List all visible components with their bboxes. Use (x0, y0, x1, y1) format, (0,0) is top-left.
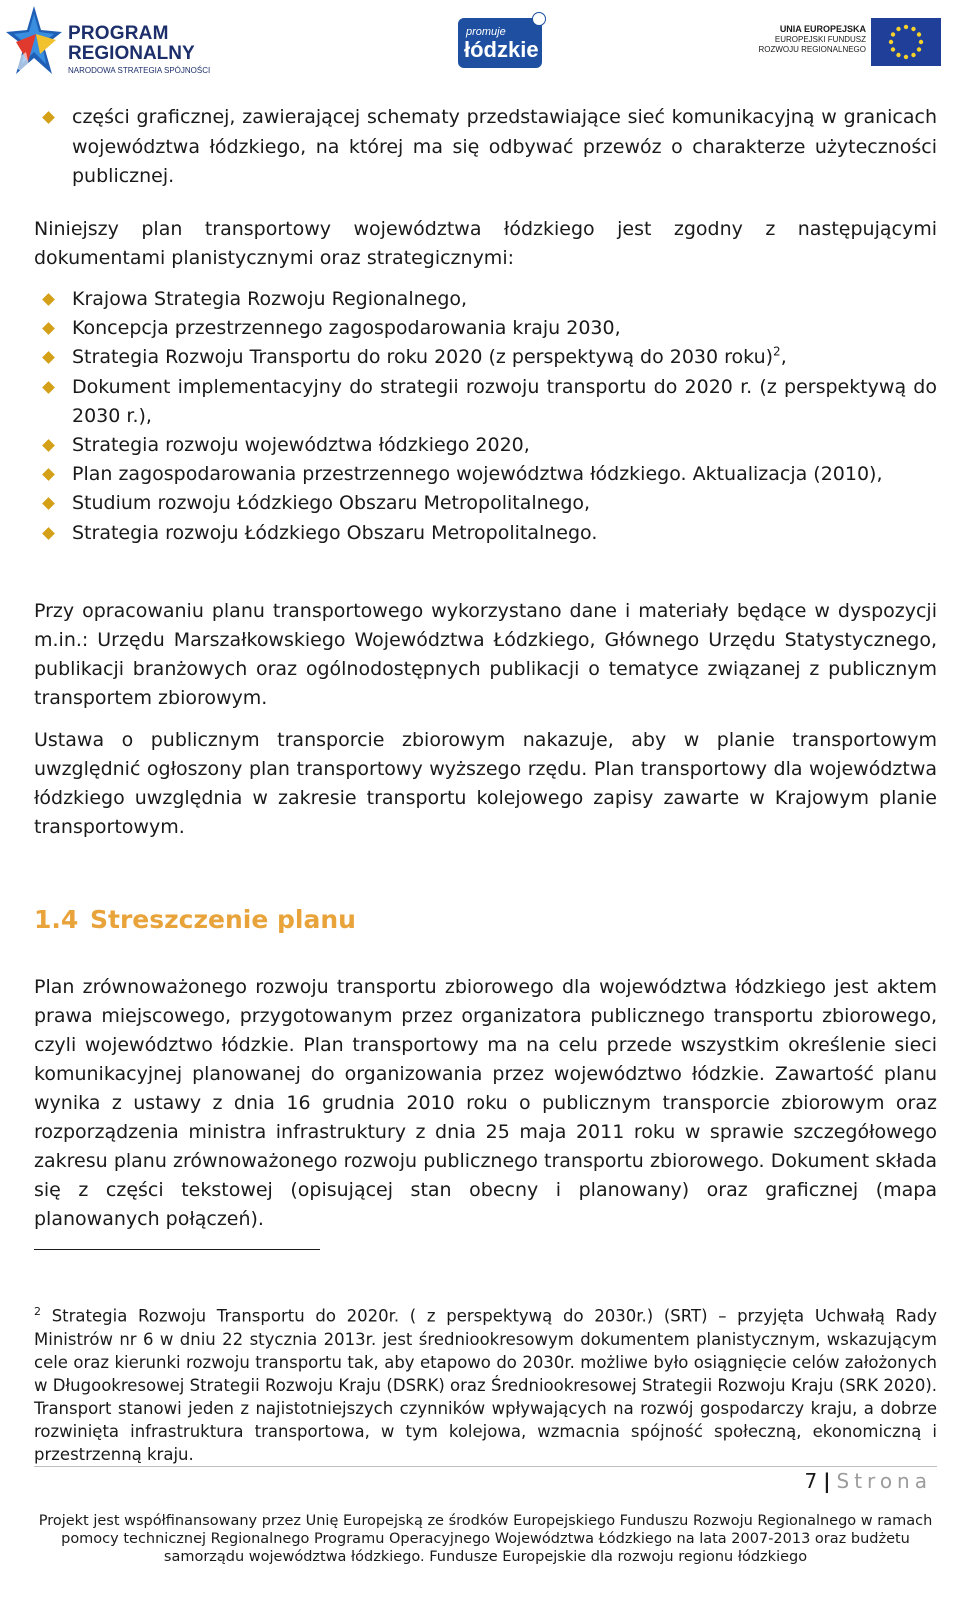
summary-paragraph: Plan zrównoważonego rozwoju transportu zbiorowego dla województwa łódzkiego jest aktem prawa miejscowego, przygotowanym przez organizatora publicznego transportu zbiorowego, czyli województwo łódzkie. Plan transportowy ma na celu przede wszystkim określenie sieci komunikacyjnej planowanej do organizowania przez województwo łódzkie. Zawartość planu wynika z ustawy z dnia 16 grudnia 2010 roku o publicznym transporcie zbiorowym oraz rozporządzenia ministra infrastruktury z dnia 25 maja 2011 roku w sprawie szczegółowego zakresu planu zrównoważonego rozwoju publicznego transportu zbiorowego. Dokument składa się z części tekstowej (opisującej stan obecny i planowany) oraz graficznej (mapa planowanych połączeń). (34, 976, 937, 1230)
section-number: 1.4 (34, 905, 79, 934)
eu-logo-line2: EUROPEJSKI FUNDUSZ (774, 35, 866, 44)
list-item-text: Strategia Rozwoju Transportu do roku 2020 (z perspektywą do 2030 roku) (72, 346, 774, 369)
star-logo-icon (6, 4, 62, 80)
list-item-text: Koncepcja przestrzennego zagospodarowania kraju 2030, (72, 317, 621, 340)
intro-block (34, 215, 937, 273)
list-item (72, 103, 937, 192)
eu-logo (758, 18, 952, 70)
page-number (804, 1467, 932, 1495)
footnote (34, 1300, 937, 1466)
documents-list (72, 285, 937, 548)
registered-mark-icon (532, 12, 546, 26)
bullet-icon (42, 381, 55, 394)
funding-footer-note: Projekt jest współfinansowany przez Unię Europejską ze środków Europejskiego Funduszu Rozwoju Regionalnego w ramach pomocy technicznej Regionalnego Programu Operacyjnego Województwa Łódzkiego na lata 2007-2013 oraz budżetu samorządu województwa łódzkiego. Fundusze Europejskie dla rozwoju regionu łódzkiego (38, 1513, 933, 1565)
intro-paragraph: Niniejszy plan transportowy województwa łódzkiego jest zgodny z następującymi dokumentami planistycznymi oraz strategicznymi: (34, 218, 937, 269)
section-title: Streszczenie planu (90, 905, 356, 934)
bullet-icon (42, 293, 55, 306)
list-item (72, 519, 937, 548)
program-logo-line1: PROGRAM (68, 23, 169, 44)
list-item-text: Dokument implementacyjny do strategii rozwoju transportu do 2020 r. (z perspektywą do 2030 r.), (72, 375, 937, 427)
footnote-number: 2 (34, 1305, 41, 1318)
eu-logo-line3: ROZWOJU REGIONALNEGO (758, 45, 866, 54)
section-heading (34, 904, 356, 936)
page-number-label: Strona (836, 1469, 932, 1493)
eu-logo-text (758, 24, 866, 55)
list-item (72, 343, 937, 372)
page-number-value: 7 (804, 1469, 818, 1493)
bullet-icon (42, 111, 55, 124)
bullet-icon (42, 468, 55, 481)
bullet-icon (42, 498, 55, 511)
promuje-logo-big: łódzkie (464, 37, 539, 62)
program-regionalny-logo (6, 4, 241, 82)
graphic-part-list (72, 103, 937, 192)
program-logo-line3: NARODOWA STRATEGIA SPÓJNOŚCI (68, 66, 211, 75)
list-item-text: części graficznej, zawierającej schematy przedstawiające sieć komunikacyjną w granicach województwa łódzkiego, na której ma się odbywać przewóz o charakterze użyteczności publicznej. (72, 106, 937, 187)
footnote-separator (34, 1249, 320, 1250)
list-item-text: Krajowa Strategia Rozwoju Regionalnego, (72, 288, 468, 310)
list-item-text: Strategia rozwoju Łódzkiego Obszaru Metropolitalnego. (72, 521, 598, 544)
bullet-icon (42, 322, 55, 335)
list-item-text: Plan zagospodarowania przestrzennego województwa łódzkiego. Aktualizacja (2010), (72, 463, 883, 486)
promuje-logo-small: promuje (466, 26, 506, 38)
bullet-icon (42, 527, 55, 540)
list-item (72, 314, 937, 343)
materials-block (34, 597, 937, 713)
page-number-separator: | (823, 1469, 831, 1493)
list-item-text: Studium rozwoju Łódzkiego Obszaru Metropolitalnego, (72, 492, 591, 515)
summary-block (34, 973, 937, 1234)
list-item (72, 431, 937, 460)
list-item (72, 285, 937, 314)
bullet-icon (42, 352, 55, 365)
list-item (72, 460, 937, 489)
list-item (72, 373, 937, 431)
footnote-reference[interactable]: 2 (773, 345, 781, 360)
page-number-rule (34, 1466, 937, 1467)
list-item-text: Strategia rozwoju województwa łódzkiego 2020, (72, 434, 530, 457)
header-logo-bar (0, 0, 960, 90)
act-paragraph: Ustawa o publicznym transporcie zbiorowym nakazuje, aby w planie transportowym uwzględnić ogłoszony plan transportowy wyższego rzędu. Plan transportowy dla województwa łódzkiego uwzględnia w zakresie transportu kolejowego zapisy zawarte w Krajowym planie transportowym. (34, 729, 937, 838)
program-logo-line2: REGIONALNY (68, 43, 195, 64)
footnote-text: Strategia Rozwoju Transportu do 2020r. ( z perspektywą do 2030r.) (SRT) – przyjęta Uchwałą Rady Ministrów nr 6 w dniu 22 stycznia 2013r. jest średniookresowym dokumentem planistycznym, wskazującym cele oraz kierunki rozwoju transportu tak, aby etapowo do 2030r. możliwe było osiągnięcie celów założonych w Długookresowej Strategii Rozwoju Kraju (DSRK) oraz Średniookresowej Strategii Rozwoju Kraju (SRK 2020). Transport stanowi jeden z najistotniejszych czynników wpływających na rozwój gospodarczy kraju, a dobrze rozwinięta infrastruktura transportowa, w tym kolejowa, wzmacnia spójność społeczną, ekonomiczną i przestrzenną kraju. (34, 1306, 937, 1464)
promuje-lodzkie-logo (458, 12, 548, 68)
eu-logo-line1: UNIA EUROPEJSKA (779, 24, 866, 34)
footnote-ref-suffix: , (780, 346, 787, 369)
list-item (72, 489, 937, 518)
eu-flag-icon (871, 18, 941, 66)
act-block (34, 726, 937, 842)
bullet-icon (42, 439, 55, 452)
materials-paragraph: Przy opracowaniu planu transportowego wykorzystano dane i materiały będące w dyspozycji m.in.: Urzędu Marszałkowskiego Województwa Łódzkiego, Głównego Urzędu Statystycznego, publikacji branżowych oraz ogólnodostępnych publikacji o tematyce związanej z publicznym transportem zbiorowym. (34, 600, 937, 709)
